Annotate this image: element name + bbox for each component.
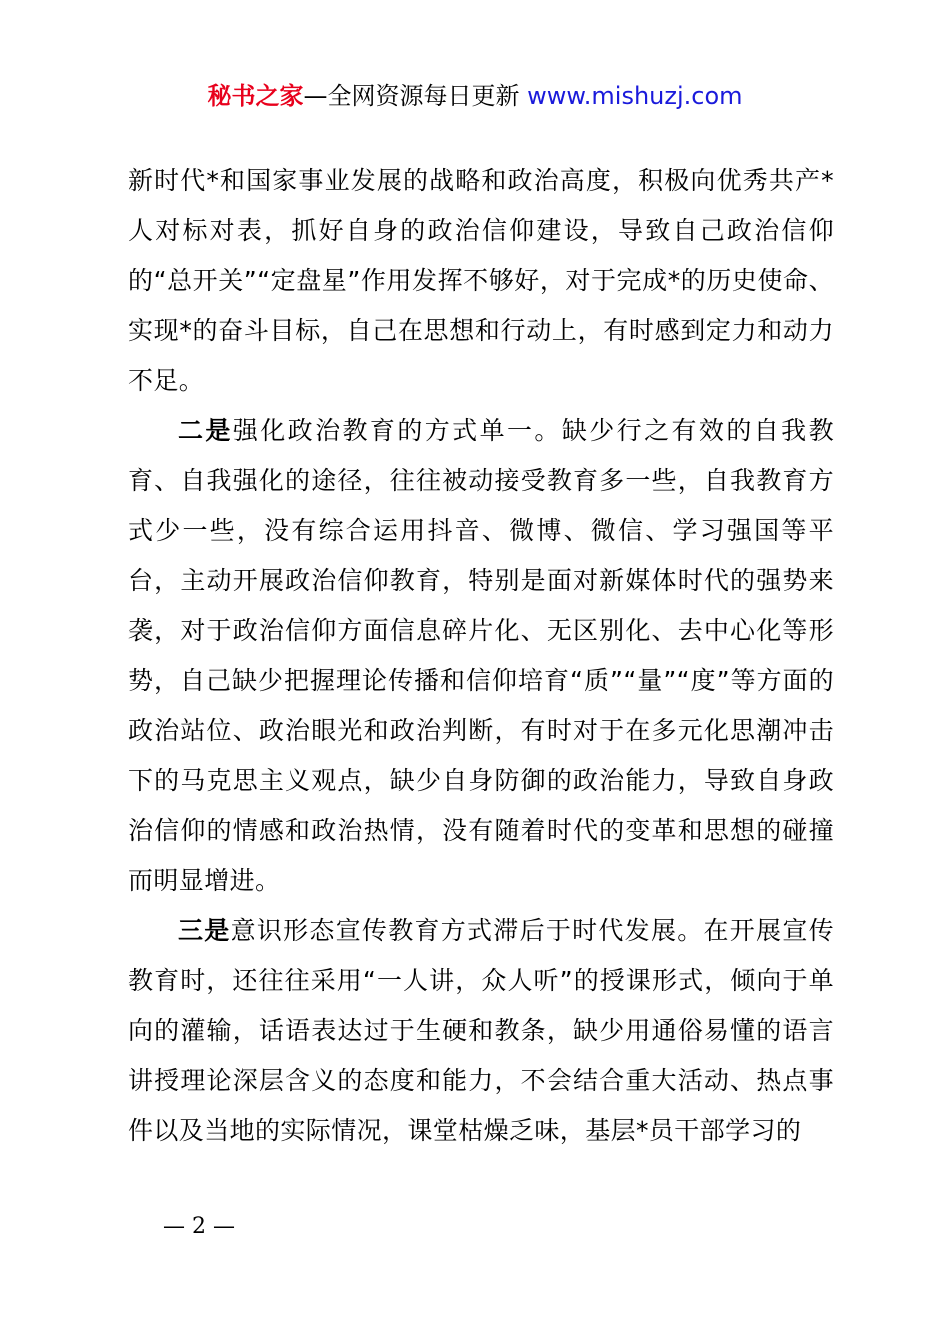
site-url-link[interactable]: www.mishuzj.com xyxy=(527,82,743,110)
document-body xyxy=(128,156,834,1156)
paragraph-point-two xyxy=(128,406,834,906)
brand-name: 秘书之家 xyxy=(207,82,304,110)
page-header xyxy=(0,78,950,114)
header-tagline: —全网资源每日更新 xyxy=(303,82,528,110)
paragraph-lead: 二是 xyxy=(178,416,233,445)
paragraph-text: 意识形态宣传教育方式滞后于时代发展。在开展宣传教育时，还往往采用“一人讲，众人听”的授课形式，倾向于单向的灌输，话语表达过于生硬和教条，缺少用通俗易懂的语言讲授理论深层含义的态度和能力，不会结合重大活动、热点事件以及当地的实际情况，课堂枯燥乏味，基层*员干部学习的 xyxy=(128,916,835,1145)
paragraph-lead: 三是 xyxy=(178,916,231,945)
paragraph-text: 强化政治教育的方式单一。缺少行之有效的自我教育、自我强化的途径，往往被动接受教育多一些，自我教育方式少一些，没有综合运用抖音、微博、微信、学习强国等平台，主动开展政治信仰教育，特别是面对新媒体时代的强势来袭，对于政治信仰方面信息碎片化、无区别化、去中心化等形势，自己缺少把握理论传播和信仰培育“质”“量”“度”等方面的政治站位、政治眼光和政治判断，有时对于在多元化思潮冲击下的马克思主义观点，缺少自身防御的政治能力，导致自身政治信仰的情感和政治热情，没有随着时代的变革和思想的碰撞而明显增进。 xyxy=(128,416,834,895)
paragraph-point-three xyxy=(128,906,834,1156)
page-number: — 2 — xyxy=(163,1214,235,1239)
paragraph-continuation xyxy=(128,156,834,406)
paragraph-text: 新时代*和国家事业发展的战略和政治高度，积极向优秀共产*人对标对表，抓好自身的政治信仰建设，导致自己政治信仰的“总开关”“定盘星”作用发挥不够好，对于完成*的历史使命、实现*的奋斗目标，自己在思想和行动上，有时感到定力和动力不足。 xyxy=(128,166,834,395)
